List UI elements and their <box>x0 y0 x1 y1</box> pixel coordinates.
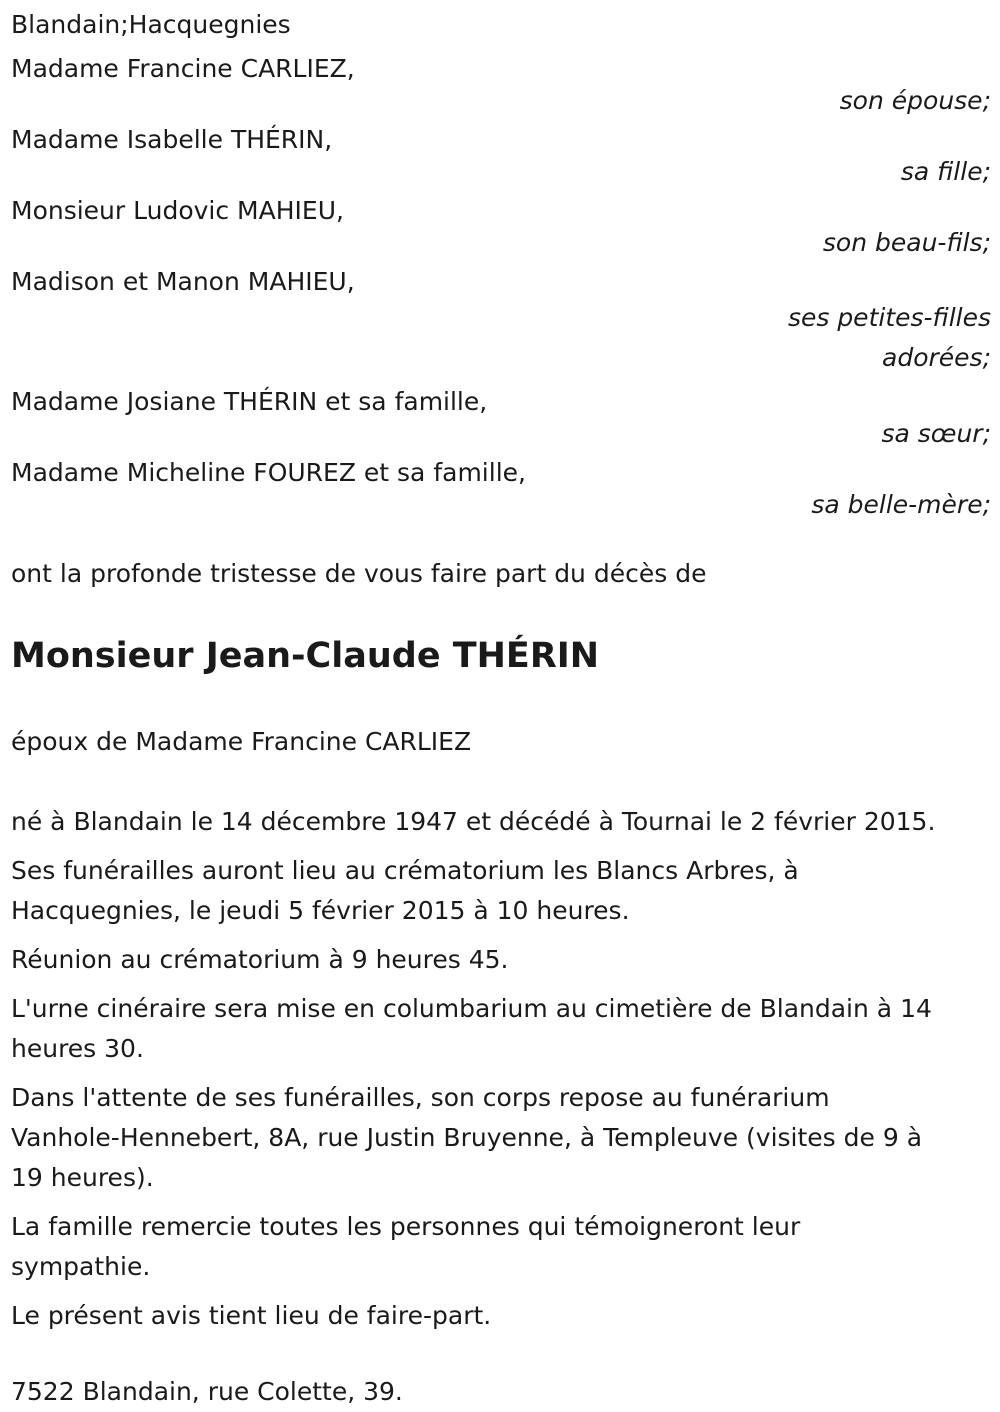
rest-text <box>11 1078 991 1198</box>
address-text: 7522 Blandain, rue Colette, 39. <box>11 1377 403 1406</box>
urn-text <box>11 989 991 1069</box>
rest-text-line: Vanhole-Hennebert, 8A, rue Justin Bruyenne, à Templeuve (visites de 9 à <box>11 1123 923 1152</box>
obituary-notice <box>11 5 991 1412</box>
spouse-line: époux de Madame Francine CARLIEZ <box>11 727 472 756</box>
thanks-text-line: La famille remercie toutes les personnes qui témoigneront leur <box>11 1212 801 1241</box>
birth-death-text: né à Blandain le 14 décembre 1947 et décédé à Tournai le 2 février 2015. <box>11 807 936 836</box>
rest-text-line: 19 heures). <box>11 1163 154 1192</box>
urn-text-line: L'urne cinéraire sera mise en columbarium au cimetière de Blandain à 14 <box>11 994 932 1023</box>
relative-role <box>11 298 991 378</box>
relative-name: Madame Francine CARLIEZ, <box>11 54 355 83</box>
relative-entry <box>11 124 991 187</box>
relative-name: Madame Isabelle THÉRIN, <box>11 125 333 154</box>
notice-text: Le présent avis tient lieu de faire-part. <box>11 1301 492 1330</box>
relative-name: Monsieur Ludovic MAHIEU, <box>11 196 344 225</box>
relative-role-line: adorées; <box>882 343 991 372</box>
relative-entry <box>11 53 991 116</box>
relative-name: Madame Micheline FOUREZ et sa famille, <box>11 458 526 487</box>
rest-text-line: Dans l'attente de ses funérailles, son corps repose au funérarium <box>11 1083 830 1112</box>
urn-text-line: heures 30. <box>11 1034 144 1063</box>
relative-role: sa belle-mère; <box>811 490 991 519</box>
relative-name: Madame Josiane THÉRIN et sa famille, <box>11 387 488 416</box>
place-header: Blandain;Hacquegnies <box>11 10 291 39</box>
meeting-text: Réunion au crématorium à 9 heures 45. <box>11 945 509 974</box>
thanks-text <box>11 1207 991 1287</box>
relative-entry <box>11 266 991 378</box>
relative-role: sa fille; <box>900 157 991 186</box>
thanks-text-line: sympathie. <box>11 1252 151 1281</box>
relative-entry <box>11 457 991 520</box>
funeral-text <box>11 851 991 931</box>
relative-role: son épouse; <box>839 86 991 115</box>
relative-role: son beau-fils; <box>822 228 991 257</box>
deceased-name: Monsieur Jean-Claude THÉRIN <box>11 636 600 676</box>
relative-entry <box>11 386 991 449</box>
announcement-text: ont la profonde tristesse de vous faire part du décès de <box>11 559 707 588</box>
funeral-text-line: Hacquegnies, le jeudi 5 février 2015 à 10 heures. <box>11 896 630 925</box>
funeral-text-line: Ses funérailles auront lieu au crématorium les Blancs Arbres, à <box>11 856 799 885</box>
relative-entry <box>11 195 991 258</box>
relative-role-line: ses petites-filles <box>787 303 991 332</box>
relative-role: sa sœur; <box>881 419 991 448</box>
relative-name: Madison et Manon MAHIEU, <box>11 267 355 296</box>
